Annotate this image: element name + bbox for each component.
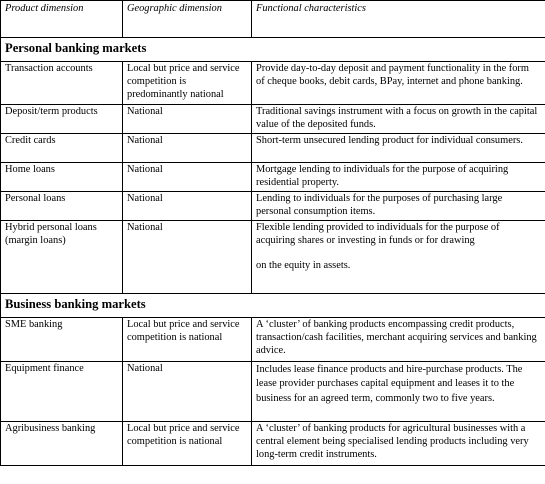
geo-cell: National xyxy=(123,192,252,221)
func-cell: Lending to individuals for the purposes of purchasing large personal consumption items. xyxy=(252,192,545,221)
header-row xyxy=(1,1,545,38)
header-product-dimension: Product dimension xyxy=(1,1,123,38)
geo-cell: National xyxy=(123,362,252,422)
func-cell: Includes lease finance products and hire-purchase products. The lease provider purchases capital equipment and leases it to the business for an agreed term, commonly two to five years. xyxy=(252,362,545,422)
func-text-part-2: on the equity in assets. xyxy=(256,259,351,271)
header-functional-characteristics: Functional characteristics xyxy=(252,1,545,38)
func-text-part-1: Flexible lending provided to individuals for the purpose of acquiring shares or investing in funds or for drawing xyxy=(256,222,500,246)
geo-cell: Local but price and service competition is national xyxy=(123,318,252,362)
func-cell xyxy=(252,221,545,294)
geo-cell: Local but price and service competition is predominantly national xyxy=(123,62,252,105)
header-geographic-dimension: Geographic dimension xyxy=(123,1,252,38)
table-row xyxy=(1,422,545,466)
table-row xyxy=(1,362,545,422)
product-cell: Deposit/term products xyxy=(1,105,123,134)
product-cell: Equipment finance xyxy=(1,362,123,422)
geo-cell: National xyxy=(123,163,252,192)
table-row xyxy=(1,134,545,163)
product-cell: Agribusiness banking xyxy=(1,422,123,466)
section-row-business xyxy=(1,294,545,318)
func-cell: Traditional savings instrument with a focus on growth in the capital value of the deposited funds. xyxy=(252,105,545,134)
table-row xyxy=(1,221,545,294)
product-cell: SME banking xyxy=(1,318,123,362)
table-row xyxy=(1,62,545,105)
geo-cell: National xyxy=(123,134,252,163)
product-cell: Transaction accounts xyxy=(1,62,123,105)
section-title: Business banking markets xyxy=(1,294,545,318)
func-cell: Short-term unsecured lending product for individual consumers. xyxy=(252,134,545,163)
func-cell: A ‘cluster’ of banking products for agricultural businesses with a central element being specialised lending products including very long-term credit instruments. xyxy=(252,422,545,466)
geo-cell: National xyxy=(123,105,252,134)
table-row xyxy=(1,318,545,362)
product-cell: Hybrid personal loans (margin loans) xyxy=(1,221,123,294)
table-row xyxy=(1,105,545,134)
table-row xyxy=(1,192,545,221)
geo-cell: National xyxy=(123,221,252,294)
product-cell: Personal loans xyxy=(1,192,123,221)
product-cell: Home loans xyxy=(1,163,123,192)
func-cell: Mortgage lending to individuals for the purpose of acquiring residential property. xyxy=(252,163,545,192)
product-cell: Credit cards xyxy=(1,134,123,163)
func-cell: Provide day-to-day deposit and payment functionality in the form of cheque books, debit cards, BPay, internet and phone banking. xyxy=(252,62,545,105)
section-title: Personal banking markets xyxy=(1,38,545,62)
table-row xyxy=(1,163,545,192)
section-row-personal xyxy=(1,38,545,62)
func-cell: A ‘cluster’ of banking products encompassing credit products, transaction/cash facilities, merchant acquiring services and banking advice. xyxy=(252,318,545,362)
geo-cell: Local but price and service competition is national xyxy=(123,422,252,466)
